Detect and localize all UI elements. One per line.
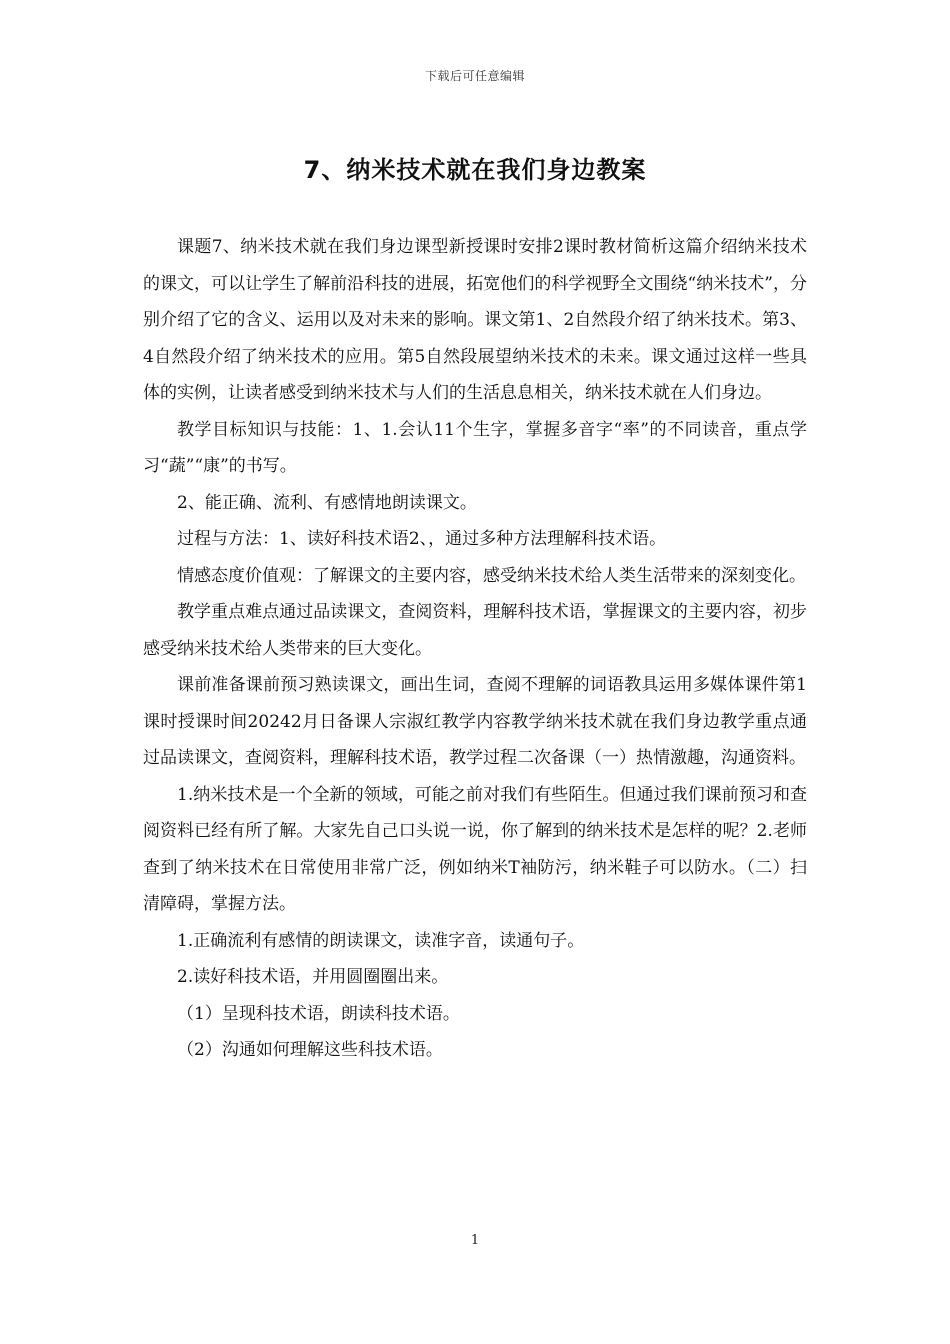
header-note: 下载后可任意编辑	[424, 69, 525, 83]
paragraph-key-points: 教学重点难点通过品读课文，查阅资料，理解科技术语，掌握课文的主要内容，初步感受纳米技术给人类带来的巨大变化。	[143, 602, 807, 659]
paragraph-terms: 2.读好科技术语，并用圆圈圈出来。	[177, 967, 449, 987]
paragraph-reading-aloud: 1.正确流利有感情的朗读课文，读准字音，读通句子。	[177, 930, 585, 951]
paragraph-step-one: 1.纳米技术是一个全新的领域，可能之前对我们有些陌生。但通过我们课前预习和查阅资料已经有所了解。大家先自己口头说一说，你了解到的纳米技术是怎样的呢？2.老师查到了纳米技术在日常使用非常广泛，例如纳米T袖防污，纳米鞋子可以防水。（二）扫清障碍，掌握方法。	[143, 784, 807, 914]
page-number: 1	[470, 1233, 480, 1248]
document-title: 7、纳米技术就在我们身边教案	[303, 156, 647, 184]
paragraph-terms-discuss: （2）沟通如何理解这些科技术语。	[177, 1040, 443, 1060]
paragraph-process-method: 过程与方法：1、读好科技术语2、，通过多种方法理解科技术语。	[177, 529, 667, 549]
paragraph-preparation: 课前准备课前预习熟读课文，画出生词，查阅不理解的词语教具运用多媒体课件第1课时授课时间20242月日备课人宗淑红教学内容教学纳米技术就在我们身边教学重点通过品读课文，查阅资料，理解科技术语，教学过程二次备课（一）热情激趣，沟通资料。	[143, 675, 807, 768]
document-body	[143, 229, 807, 1069]
paragraph-objectives-reading: 2、能正确、流利、有感情地朗读课文。	[177, 492, 477, 513]
paragraph-terms-present: （1）呈现科技术语，朗读科技术语。	[177, 1003, 460, 1024]
paragraph-objectives-knowledge: 教学目标知识与技能：1、1.会认11个生字，掌握多音字“率”的不同读音，重点学习“蔬”“康”的书写。	[143, 419, 807, 476]
paragraph-emotion-values: 情感态度价值观：了解课文的主要内容，感受纳米技术给人类生活带来的深刻变化。	[177, 565, 806, 586]
paragraph-intro: 课题7、纳米技术就在我们身边课型新授课时安排2课时教材简析这篇介绍纳米技术的课文，可以让学生了解前沿科技的进展，拓宽他们的科学视野全文围绕“纳米技术”，分别介绍了它的含义、运用以及对未来的影响。课文第1、2自然段介绍了纳米技术。第3、4自然段介绍了纳米技术的应用。第5自然段展望纳米技术的未来。课文通过这样一些具体的实例，让读者感受到纳米技术与人们的生活息息相关，纳米技术就在人们身边。	[143, 237, 807, 403]
